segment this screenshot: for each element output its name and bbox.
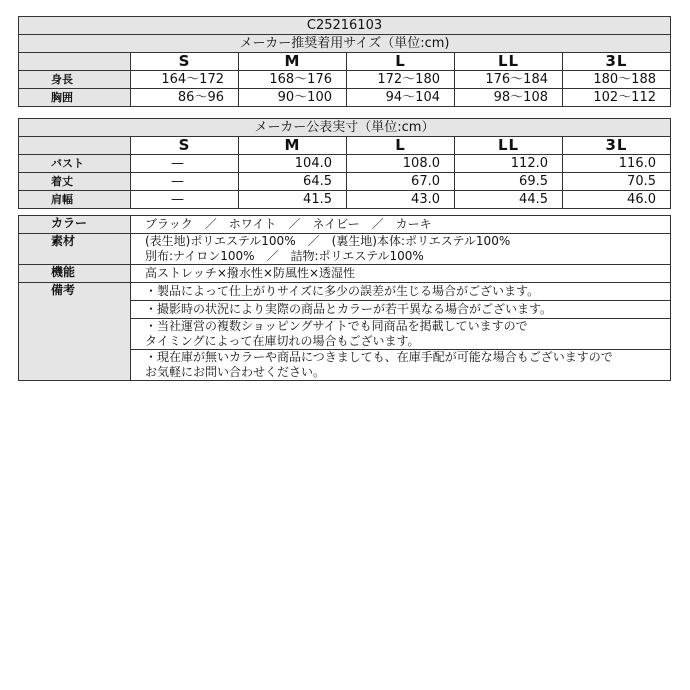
size-3l: 3L — [563, 53, 671, 71]
cell: 164〜172 — [131, 71, 239, 89]
table-row — [19, 191, 671, 209]
row-label-chest: 胸囲 — [19, 89, 131, 107]
notes-label: 備考 — [19, 283, 131, 381]
cell: 102〜112 — [563, 89, 671, 107]
cell: 112.0 — [455, 155, 563, 173]
cell: 64.5 — [239, 173, 347, 191]
cell: 176〜184 — [455, 71, 563, 89]
table-row — [19, 155, 671, 173]
cell: 180〜188 — [563, 71, 671, 89]
row-label-shoulder: 肩幅 — [19, 191, 131, 209]
color-row — [19, 216, 671, 234]
cell: 46.0 — [563, 191, 671, 209]
row-label-length: 着丈 — [19, 173, 131, 191]
material-value — [131, 234, 671, 265]
cell: 69.5 — [455, 173, 563, 191]
color-label: カラー — [19, 216, 131, 234]
size-3l: 3L — [563, 137, 671, 155]
function-row — [19, 265, 671, 283]
row-label-bust: バスト — [19, 155, 131, 173]
size-ll: LL — [455, 137, 563, 155]
notes-row — [19, 283, 671, 301]
cell: 98〜108 — [455, 89, 563, 107]
note-line: タイミングによって在庫切れの場合もございます。 — [145, 334, 420, 348]
cell: 172〜180 — [347, 71, 455, 89]
material-label: 素材 — [19, 234, 131, 265]
note-line: ・撮影時の状況により実際の商品とカラーが若干異なる場合がございます。 — [145, 302, 553, 316]
size-l: L — [347, 53, 455, 71]
table-row — [19, 173, 671, 191]
cell: 70.5 — [563, 173, 671, 191]
actual-size-table — [18, 118, 671, 209]
size-s: S — [131, 53, 239, 71]
recommended-size-table — [18, 16, 671, 107]
material-line: 別布:ナイロン100% ／ 詰物:ポリエステル100% — [145, 249, 424, 263]
size-m: M — [239, 53, 347, 71]
cell: 108.0 — [347, 155, 455, 173]
note-item — [131, 350, 671, 381]
note-item — [131, 283, 671, 301]
size-header-row — [19, 53, 671, 71]
function-value: 高ストレッチ×撥水性×防風性×透湿性 — [131, 265, 671, 283]
note-line: お気軽にお問い合わせください。 — [145, 365, 326, 379]
product-code: C25216103 — [19, 17, 671, 35]
note-line: ・製品によって仕上がりサイズに多少の誤差が生じる場合がございます。 — [145, 284, 540, 298]
cell: 67.0 — [347, 173, 455, 191]
cell: 43.0 — [347, 191, 455, 209]
note-line: ・当社運営の複数ショッピングサイトでも同商品を掲載していますので — [145, 319, 528, 333]
material-row — [19, 234, 671, 265]
cell: 104.0 — [239, 155, 347, 173]
size-s: S — [131, 137, 239, 155]
note-item — [131, 319, 671, 350]
cell: — — [131, 191, 239, 209]
size-header-row — [19, 137, 671, 155]
recommended-size-title: メーカー推奨着用サイズ（単位:cm) — [19, 35, 671, 53]
product-details-table — [18, 215, 671, 381]
table-row — [19, 71, 671, 89]
cell: — — [131, 173, 239, 191]
color-value: ブラック ／ ホワイト ／ ネイビー ／ カーキ — [131, 216, 671, 234]
cell: 94〜104 — [347, 89, 455, 107]
cell: 41.5 — [239, 191, 347, 209]
function-label: 機能 — [19, 265, 131, 283]
cell: — — [131, 155, 239, 173]
cell: 116.0 — [563, 155, 671, 173]
cell: 86〜96 — [131, 89, 239, 107]
size-ll: LL — [455, 53, 563, 71]
size-m: M — [239, 137, 347, 155]
cell: 90〜100 — [239, 89, 347, 107]
note-item — [131, 301, 671, 319]
actual-size-title: メーカー公表実寸（単位:cm） — [19, 119, 671, 137]
cell: 168〜176 — [239, 71, 347, 89]
material-line: (表生地)ポリエステル100% ／ (裏生地)本体:ポリエステル100% — [145, 234, 511, 248]
table-row — [19, 89, 671, 107]
cell: 44.5 — [455, 191, 563, 209]
row-label-height: 身長 — [19, 71, 131, 89]
note-line: ・現在庫が無いカラーや商品につきましても、在庫手配が可能な場合もございますので — [145, 350, 613, 364]
size-l: L — [347, 137, 455, 155]
